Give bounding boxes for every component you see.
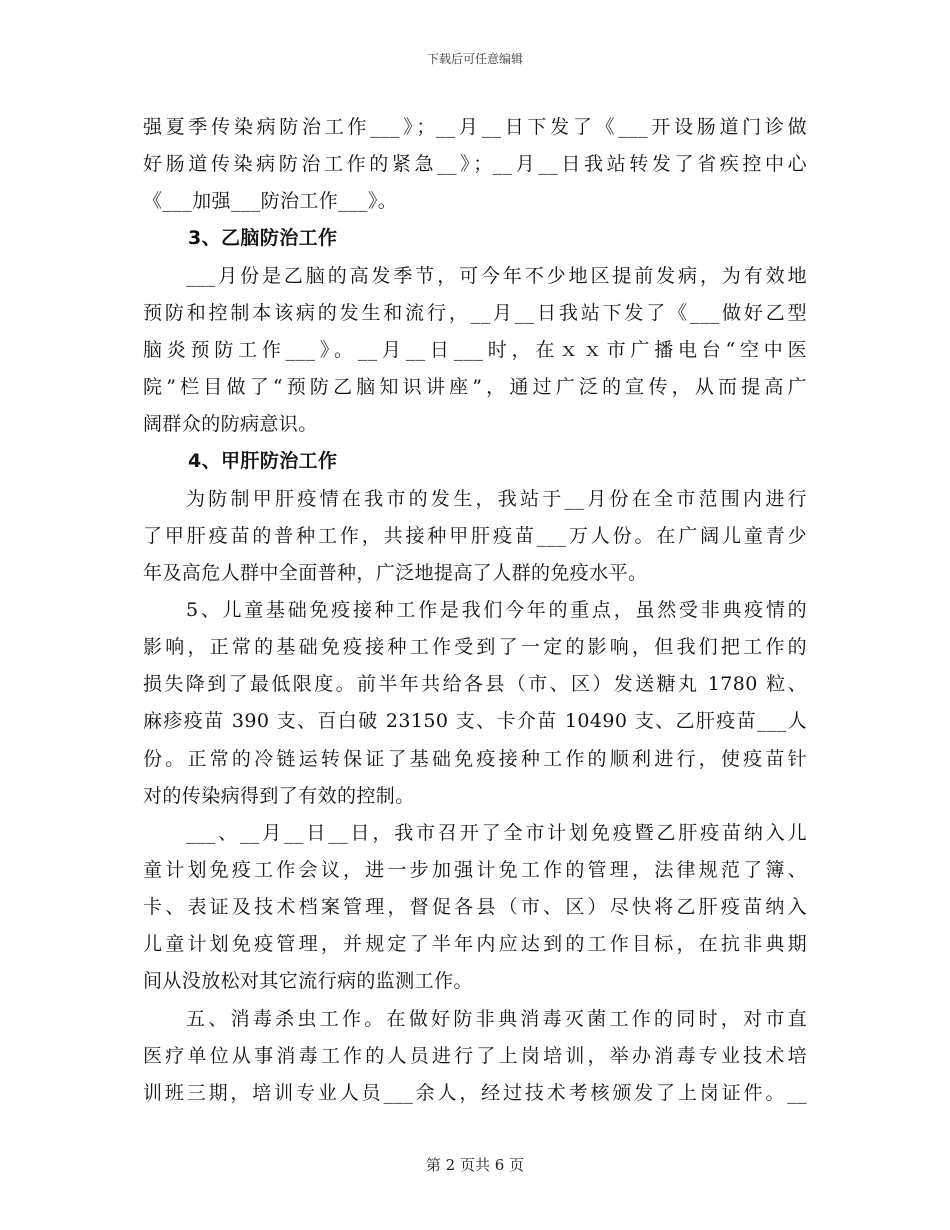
page-footer: 第 2 页共 6 页 bbox=[425, 1156, 525, 1174]
text-line: 麻疹疫苗 390 支、百白破 23150 支、卡介苗 10490 支、乙肝疫苗___人 bbox=[143, 710, 807, 732]
text-line: 院”栏目做了“预防乙脑知识讲座”，通过广泛的宣传，从而提高广 bbox=[143, 376, 807, 398]
page-header: 下载后可任意编辑 bbox=[426, 52, 523, 66]
text-line: 年及高危人群中全面普种，广泛地提高了人群的免疫水平。 bbox=[143, 562, 648, 584]
text-line: 《___加强___防治工作___》。 bbox=[143, 190, 398, 212]
text-line: 五、消毒杀虫工作。在做好防非典消毒灭菌工作的同时，对市直 bbox=[186, 1008, 807, 1030]
text-line: 阔群众的防病意识。 bbox=[143, 413, 318, 435]
text-line: 强夏季传染病防治工作___》；__月__日下发了《___开设肠道门诊做 bbox=[143, 116, 807, 138]
text-line: 医疗单位从事消毒工作的人员进行了上岗培训，举办消毒专业技术培 bbox=[143, 1045, 807, 1067]
text-line: 影响，正常的基础免疫接种工作受到了一定的影响，但我们把工作的 bbox=[143, 636, 807, 658]
text-line: 对的传染病得到了有效的控制。 bbox=[143, 785, 415, 807]
text-line: 了甲肝疫苗的普种工作，共接种甲肝疫苗___万人份。在广阔儿童青少 bbox=[143, 525, 807, 547]
text-line: 童计划免疫工作会议，进一步加强计免工作的管理，法律规范了簿、 bbox=[143, 859, 807, 881]
text-line: 训班三期，培训专业人员___余人，经过技术考核颁发了上岗证件。__ bbox=[143, 1082, 807, 1104]
text-line: 为防制甲肝疫情在我市的发生，我站于__月份在全市范围内进行 bbox=[186, 488, 807, 510]
text-line: 5、儿童基础免疫接种工作是我们今年的重点，虽然受非典疫情的 bbox=[186, 599, 807, 621]
text-line: 损失降到了最低限度。前半年共给各县（市、区）发送糖丸 1780 粒、 bbox=[143, 673, 807, 695]
text-line: ___、__月__日__日，我市召开了全市计划免疫暨乙肝疫苗纳入儿 bbox=[186, 822, 807, 844]
text-line: ___月份是乙脑的高发季节，可今年不少地区提前发病，为有效地 bbox=[186, 265, 807, 287]
section-heading: 3、乙脑防治工作 bbox=[188, 227, 338, 249]
text-line: 间从没放松对其它流行病的监测工作。 bbox=[143, 970, 473, 992]
text-line: 预防和控制本该病的发生和流行，__月__日我站下发了《___做好乙型 bbox=[143, 302, 807, 324]
text-line: 好肠道传染病防治工作的紧急__》；__月__日我站转发了省疾控中心 bbox=[143, 153, 807, 175]
text-line: 儿童计划免疫管理，并规定了半年内应达到的工作目标，在抗非典期 bbox=[143, 933, 807, 955]
text-line: 卡、表证及技术档案管理，督促各县（市、区）尽快将乙肝疫苗纳入 bbox=[143, 896, 807, 918]
text-line: 脑炎预防工作___》。__月__日___时，在ｘｘ市广播电台“空中医 bbox=[143, 339, 807, 361]
section-heading: 4、甲肝防治工作 bbox=[188, 450, 338, 472]
text-line: 份。正常的冷链运转保证了基础免疫接种工作的顺利进行，使疫苗针 bbox=[143, 748, 807, 770]
